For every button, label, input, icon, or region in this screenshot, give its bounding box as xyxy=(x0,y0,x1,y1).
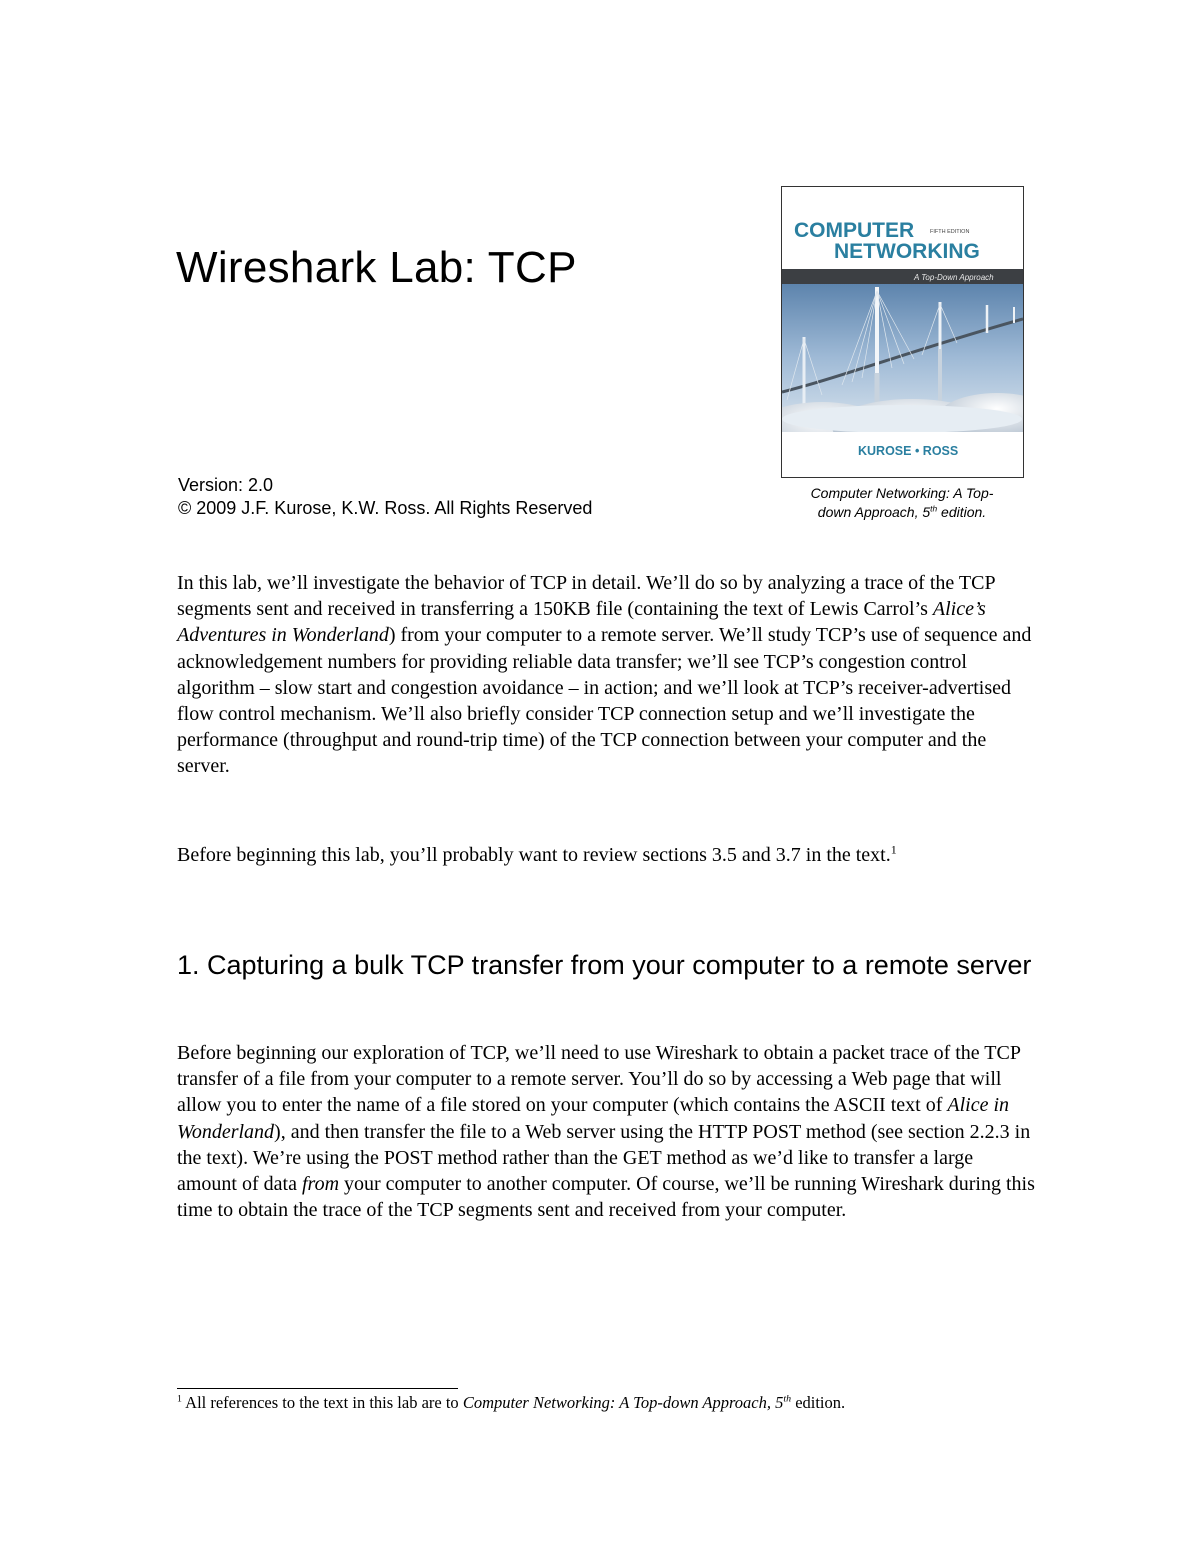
review-text: Before beginning this lab, you’ll probably want to review sections 3.5 and 3.7 in the text. xyxy=(177,844,891,866)
footnote-text: All references to the text in this lab are to xyxy=(181,1393,463,1412)
footnote-book-title-text: Computer Networking: A Top-down Approach, 5 xyxy=(462,1393,784,1412)
footnote xyxy=(177,1392,1057,1414)
cover-subtitle: A Top-Down Approach xyxy=(914,273,994,282)
version-block xyxy=(178,474,592,520)
section-italic-title: Alice in Wonderland xyxy=(177,1094,1009,1143)
copyright-notice: © 2009 J.F. Kurose, K.W. Ross. All Rights Reserved xyxy=(178,498,593,518)
caption-line2: down Approach, 5 xyxy=(817,504,931,520)
document-title: Wireshark Lab: TCP xyxy=(176,243,577,292)
intro-text-rest: ) from your computer to a remote server. We’ll study TCP’s use of sequence and acknowledgement numbers for providing reliable data transfer; we’ll see TCP’s congestion control algorithm – slow start and congestion avoidance – in action; and we’ll look at TCP’s receiver-advertised flow control mechanism. We’ll also briefly consider TCP connection setup and we’ll investigate the performance (throughput and round-trip time) of the TCP connection between your computer and the server. xyxy=(177,624,1032,778)
footnote-superscript: th xyxy=(783,1393,792,1405)
section-text-c: your computer to another computer. Of course, we’ll be running Wireshark during this time to obtain the trace of the TCP segments sent and received from your computer. xyxy=(177,1173,1035,1222)
intro-paragraph xyxy=(177,570,1037,780)
cover-title-line2: NETWORKING xyxy=(834,240,980,263)
intro-text: In this lab, we’ll investigate the behavior of TCP in detail. We’ll do so by analyzing a trace of the TCP segments sent and received in transferring a 150KB file (containing the text of Lewis Carrol’s xyxy=(177,572,995,621)
cover-authors: KUROSE • ROSS xyxy=(858,444,959,458)
section-paragraph xyxy=(177,1040,1037,1223)
cover-edition-badge: FIFTH EDITION xyxy=(930,229,970,235)
section-text-a: Before beginning our exploration of TCP, we’ll need to use Wireshark to obtain a packet trace of the TCP transfer of a file from your computer to a remote server. You’ll do so by accessing a Web page that will allow you to enter the name of a file stored on your computer (which contains the ASCII text of xyxy=(177,1042,1021,1117)
footnote-ref: 1 xyxy=(890,842,897,857)
book-cover-image xyxy=(781,186,1024,478)
footnote-marker: 1 xyxy=(177,1393,182,1405)
cover-title-line1: COMPUTER xyxy=(794,219,915,242)
caption-line1: Computer Networking: A Top- xyxy=(810,485,994,501)
caption-line2-end: edition. xyxy=(937,504,987,520)
caption-superscript: th xyxy=(930,503,938,514)
review-paragraph xyxy=(177,842,1037,868)
book-caption xyxy=(768,484,1036,522)
version-label: Version: 2.0 xyxy=(178,475,274,495)
footnote-text-end: edition. xyxy=(791,1393,846,1412)
footnote-separator xyxy=(177,1388,458,1389)
section-text-b: ), and then transfer the file to a Web server using the HTTP POST method (see section 2.2.3 in the text). We’re using the POST method rather than the GET method as we’d like to transfer a large amount of data xyxy=(177,1120,1031,1196)
footnote-book-title xyxy=(463,1393,791,1412)
section-italic-from: from xyxy=(301,1173,340,1196)
intro-book-title: Alice’s Adventures in Wonderland xyxy=(177,598,986,647)
section-heading: 1. Capturing a bulk TCP transfer from your computer to a remote server xyxy=(177,950,1032,980)
